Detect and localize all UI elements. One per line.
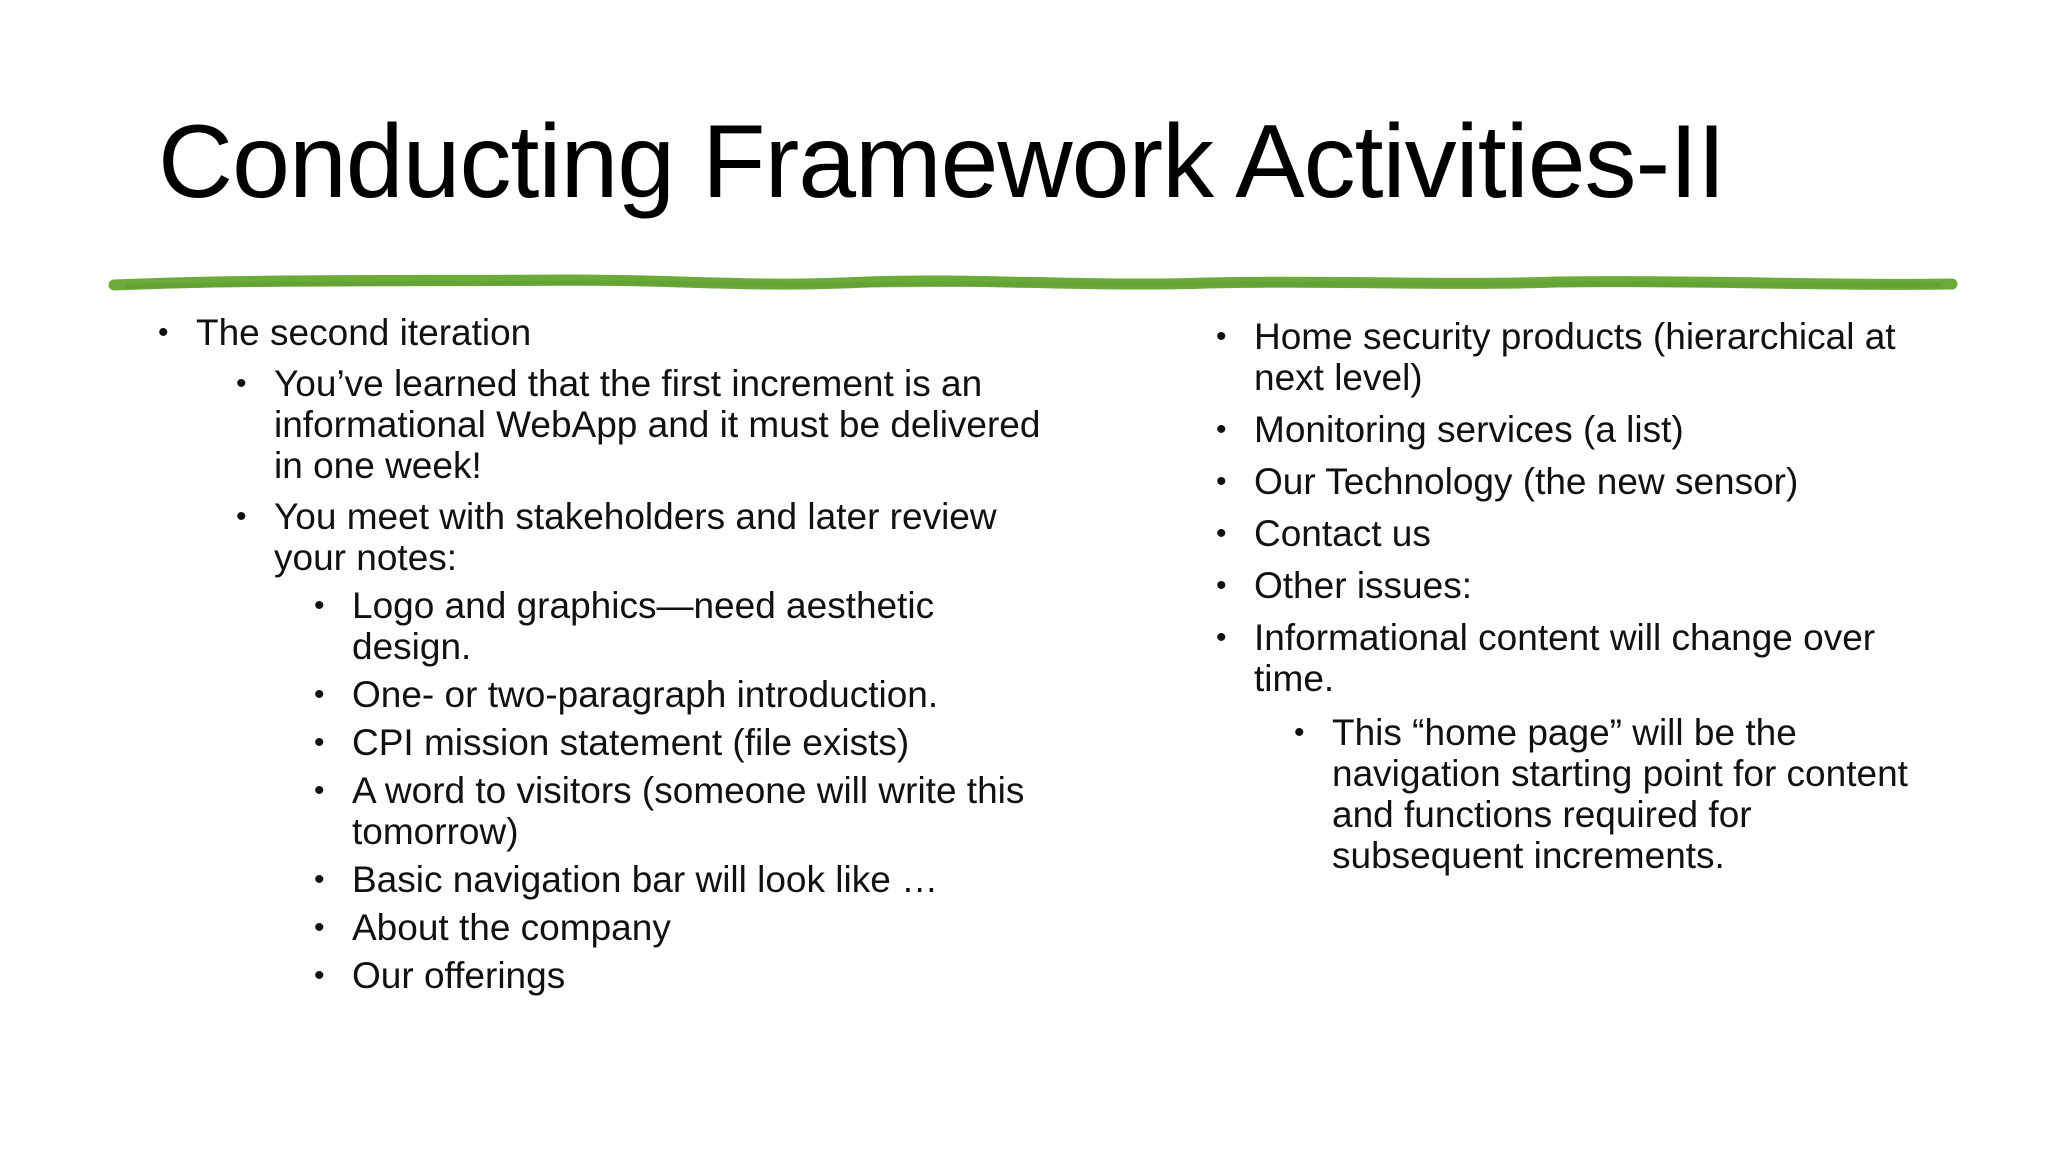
- bullet-text: CPI mission statement (file exists): [352, 722, 910, 763]
- title-underline: [108, 268, 1958, 302]
- bullet-item: [306, 907, 1050, 948]
- bullet-item: [306, 955, 1050, 996]
- bullet-item: [1286, 712, 1928, 876]
- bullet-icon: •: [1216, 465, 1227, 498]
- bullet-icon: •: [314, 726, 325, 759]
- bullet-icon: •: [314, 678, 325, 711]
- bullet-item: [228, 496, 1050, 578]
- bullet-icon: •: [1294, 716, 1305, 749]
- bullet-item: [1208, 316, 1928, 398]
- left-column: [150, 312, 1050, 996]
- bullet-text: Informational content will change over time.: [1254, 617, 1876, 699]
- bullet-text: Logo and graphics—need aesthetic design.: [352, 585, 935, 667]
- bullet-icon: •: [1216, 413, 1227, 446]
- bullet-icon: •: [1216, 569, 1227, 602]
- bullet-icon: •: [314, 911, 325, 944]
- bullet-icon: •: [314, 863, 325, 896]
- bullet-text: A word to visitors (someone will write this tomorrow): [352, 770, 1025, 852]
- bullet-text: Monitoring services (a list): [1254, 409, 1684, 450]
- bullet-item: [1208, 461, 1928, 502]
- bullet-icon: •: [1216, 517, 1227, 550]
- bullet-item: [228, 363, 1050, 486]
- underline-stroke-texture: [128, 283, 1938, 286]
- bullet-item: [1208, 409, 1928, 450]
- bullet-item: [306, 859, 1050, 900]
- bullet-icon: •: [236, 367, 247, 400]
- bullet-text: You meet with stakeholders and later review your notes:: [274, 496, 997, 578]
- bullet-text: One- or two-paragraph introduction.: [352, 674, 939, 715]
- bullet-text: About the company: [352, 907, 671, 948]
- bullet-icon: •: [1216, 320, 1227, 353]
- bullet-item: [150, 312, 1050, 353]
- bullet-icon: •: [1216, 621, 1227, 654]
- bullet-text: Contact us: [1254, 513, 1431, 554]
- bullet-text: Other issues:: [1254, 565, 1472, 606]
- bullet-icon: •: [314, 589, 325, 622]
- bullet-text: The second iteration: [196, 312, 532, 353]
- bullet-item: [306, 722, 1050, 763]
- bullet-item: [306, 585, 1050, 667]
- bullet-icon: •: [314, 959, 325, 992]
- bullet-text: Basic navigation bar will look like …: [352, 859, 939, 900]
- bullet-text: Our offerings: [352, 955, 566, 996]
- slide-title: Conducting Framework Activities-II: [158, 104, 1725, 220]
- bullet-icon: •: [158, 316, 169, 349]
- bullet-text: Home security products (hierarchical at next level): [1254, 316, 1896, 398]
- bullet-item: [306, 674, 1050, 715]
- bullet-item: [1208, 513, 1928, 554]
- bullet-icon: •: [236, 500, 247, 533]
- bullet-text: You’ve learned that the first increment is an informational WebApp and it must be delivered in one week!: [274, 363, 1041, 486]
- bullet-item: [1208, 617, 1928, 699]
- bullet-text: Our Technology (the new sensor): [1254, 461, 1799, 502]
- bullet-item: [1208, 565, 1928, 606]
- bullet-text: This “home page” will be the navigation starting point for content and functions required for subsequent increments.: [1332, 712, 1908, 876]
- bullet-item: [306, 770, 1050, 852]
- right-column: [1208, 316, 1928, 876]
- bullet-icon: •: [314, 774, 325, 807]
